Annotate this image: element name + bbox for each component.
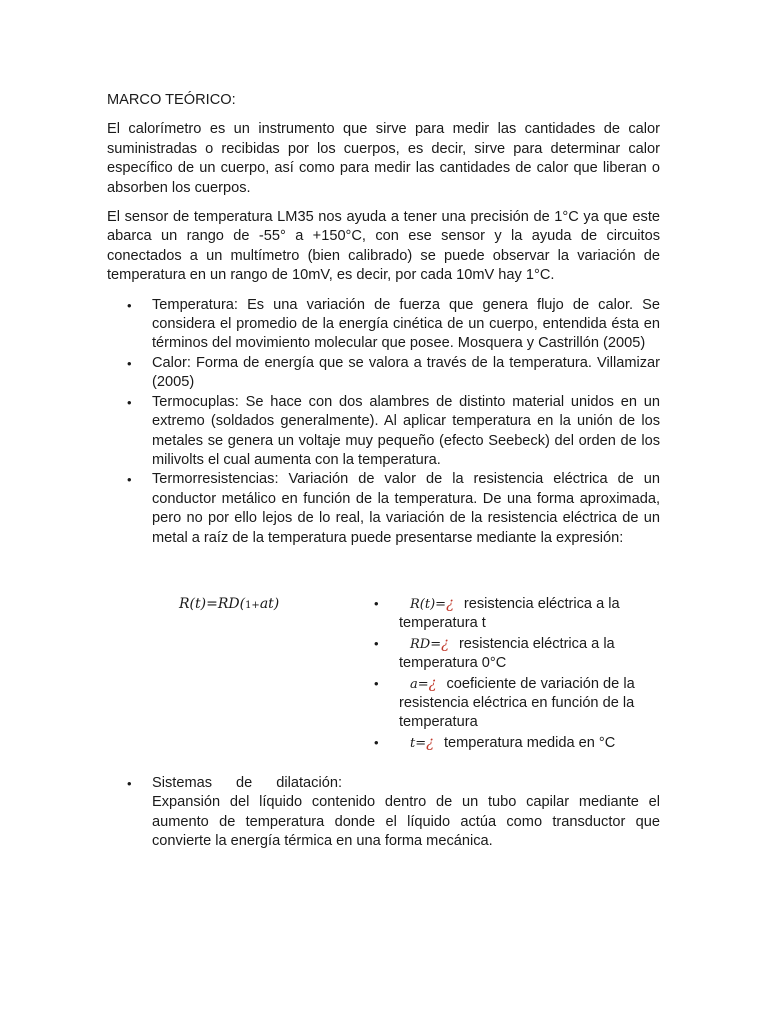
- definition-item: [374, 733, 644, 753]
- section-heading: MARCO TEÓRICO:: [107, 92, 236, 108]
- definition-item: [374, 674, 644, 733]
- concept-list: [107, 296, 660, 548]
- formula-definitions: [374, 594, 644, 753]
- title-word: dilatación:: [276, 774, 342, 791]
- definition-placeholder: ¿: [428, 674, 437, 692]
- concept-list-continued: [107, 774, 660, 852]
- definition-symbol: R(t)=: [410, 596, 447, 612]
- definition-placeholder: ¿: [446, 594, 454, 612]
- list-item-termocuplas: • Termocuplas: Se hace con dos alambres de distinto material unidos en un extremo (soldados generalmente). Al aplicar temperatura en la unión de los metales se genera un voltaje muy pequeño (efecto Seebeck) del orden de los milivolts el cual aumenta con la temperatura.: [107, 393, 660, 471]
- definition-text: coeficiente de variación de la resistencia eléctrica en función de la temperatura: [399, 675, 635, 731]
- definition-symbol: RD=: [410, 636, 442, 652]
- formula-one-plus: 1+: [245, 599, 260, 611]
- list-item-text: Expansión del líquido contenido dentro de un tubo capilar mediante el aumento de temperatura donde el líquido actúa como transductor que convierte la energía térmica en una forma mecánica.: [152, 794, 660, 850]
- paragraph-calorimetro: El calorímetro es un instrumento que sirve para medir las cantidades de calor suministradas o recibidas por los cuerpos, es decir, sirve para determinar calor específico de un cuerpo, así como para medir las cantidades de calor que liberan o absorben los cuerpos.: [107, 121, 660, 196]
- list-item-termorresistencias: • Termorresistencias: Variación de valor de la resistencia eléctrica de un conductor metálico en función de la temperatura. De una forma aproximada, pero no por ello lejos de lo real, la variación de la resistencia eléctrica de un metal a raíz de la temperatura puede presentarse mediante la expresión:: [107, 470, 660, 548]
- resistance-formula: [179, 595, 279, 615]
- document-body: [107, 91, 660, 852]
- definition-placeholder: ¿: [426, 733, 434, 751]
- list-item-sistemas-dilatacion: [107, 774, 660, 852]
- paragraph-sensor-lm35: El sensor de temperatura LM35 nos ayuda a tener una precisión de 1°C ya que este abarca un rango de -55° a +150°C, con ese sensor y la ayuda de circuitos conectados a un multímetro (bien calibrado) se puede observar la variación de temperatura en un rango de 10mV, es decir, por cada 10mV hay 1°C.: [107, 209, 660, 284]
- definition-symbol: t=: [410, 735, 427, 751]
- definition-text: resistencia eléctrica a la temperatura 0°C: [399, 635, 615, 672]
- definition-item: [374, 594, 644, 634]
- list-item-title: [152, 774, 342, 793]
- formula-rhs: at): [259, 595, 280, 612]
- definition-placeholder: ¿: [441, 634, 449, 652]
- formula-block: [107, 578, 660, 774]
- title-word: de: [236, 774, 253, 791]
- formula-lhs: R(t)=RD(: [179, 595, 246, 612]
- list-item-temperatura: • Temperatura: Es una variación de fuerza que genera flujo de calor. Se considera el promedio de la energía cinética de un cuerpo, entendida ésta en términos del movimiento molecular que posee. Mosquera y Castrillón (2005): [107, 296, 660, 354]
- list-item-calor: • Calor: Forma de energía que se valora a través de la temperatura. Villamizar (2005): [107, 354, 660, 393]
- definition-text: resistencia eléctrica a la temperatura t: [399, 595, 620, 632]
- definition-item: [374, 634, 644, 674]
- definition-symbol: a=: [410, 676, 429, 692]
- definition-text: temperatura medida en °C: [443, 734, 616, 751]
- title-word: • Sistemas: [152, 774, 213, 791]
